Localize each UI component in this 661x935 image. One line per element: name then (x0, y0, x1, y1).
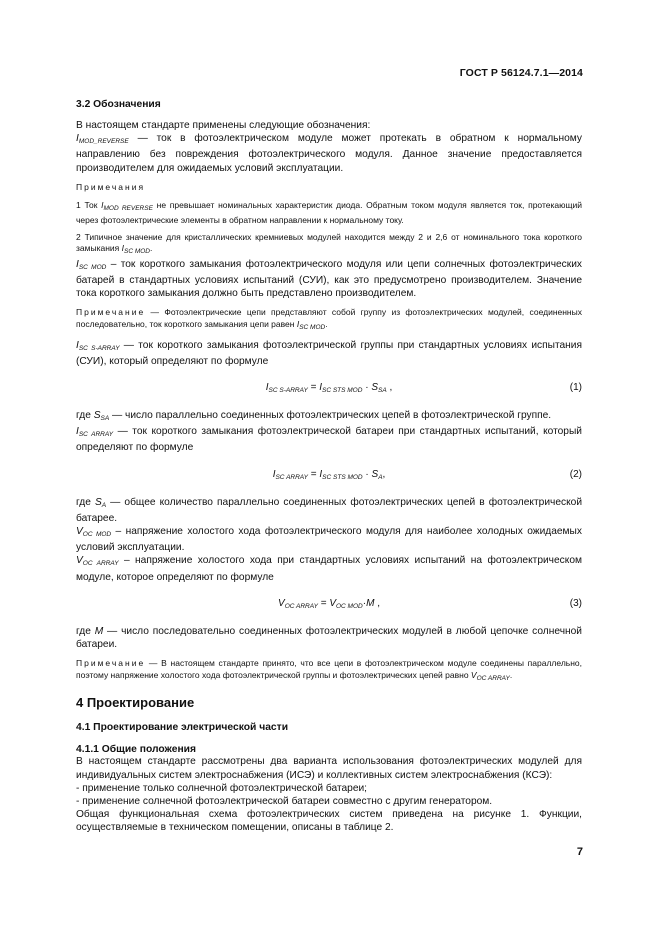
symbol: S (371, 468, 379, 480)
equation-formula (76, 469, 582, 481)
intro-paragraph: В настоящем стандарте применены следующие обозначения: (76, 120, 371, 131)
equation-formula (76, 382, 582, 394)
symbol: S (371, 381, 378, 393)
definition-i-mod-reverse (76, 132, 582, 175)
note-text: 1 Ток (76, 200, 102, 211)
symbol: V (329, 597, 336, 609)
equals-sign: = (307, 381, 320, 393)
document-id-header: ГОСТ Р 56124.7.1—2014 (459, 67, 583, 79)
section-heading-4: 4 Проектирование (76, 695, 195, 711)
symbol-subscript: OC ARRAY (82, 560, 119, 568)
symbol: I (272, 468, 276, 480)
list-item-2: - применение солнечной фотоэлектрической батареи совместно с другим генератором. (76, 796, 493, 808)
symbol-subscript: SC S-ARRAY (78, 344, 120, 352)
definition-text: — ток короткого замыкания фотоэлектрической группы при стандартных условиях испытания (СУИ), который определяют по формуле (76, 339, 582, 367)
symbol: I (101, 200, 104, 211)
symbol: S (93, 409, 101, 421)
where-1 (76, 409, 582, 425)
symbol: M (94, 625, 104, 637)
equation-2 (76, 469, 582, 483)
subsection-heading-4-1: 4.1 Проектирование электрической части (76, 722, 289, 734)
symbol-subscript: MOD REVERSE (103, 205, 153, 213)
symbol: I (76, 258, 79, 270)
symbol-subscript: SC STS MOD (321, 386, 363, 394)
equation-number: (2) (569, 468, 582, 480)
symbol-subscript: SC MOD (299, 323, 326, 331)
symbol-subscript: OC MOD (336, 602, 363, 610)
note-text: 2 Типичное значение для кристаллических кремниевых модулей находится между 2 и 2,6 от номинального тока короткого замыкания (76, 231, 582, 254)
symbol: I (265, 381, 269, 393)
equation-3 (76, 598, 582, 612)
list-item-1: - применение только солнечной фотоэлектрической батареи; (76, 782, 368, 794)
symbol-subscript: SA (100, 414, 110, 422)
symbol: I (76, 339, 79, 351)
where-text: — общее количество параллельно соединенных фотоэлектрических цепей в фотоэлектрической батарее. (76, 496, 583, 524)
section-heading-3-2: 3.2 Обозначения (76, 99, 161, 110)
note-4 (76, 658, 582, 684)
symbol-subscript: OC ARRAY (476, 674, 510, 682)
note-text: . (150, 243, 153, 254)
definition-text: – ток короткого замыкания фотоэлектрического модуля или цепи солнечных фотоэлектрических батарей в стандартных условиях испытаний (СУИ), как это предусмотрено производителем. Значение тока короткого замыкания должно быть представлено производителем. (76, 258, 583, 300)
note-text: — Фотоэлектрические цепи представляют собой группу из фотоэлектрических модулей, соединенных последовательно, ток короткого замыкания цепи равен (76, 307, 582, 329)
note-2 (76, 232, 582, 258)
where-text: где (76, 409, 94, 421)
equation-1 (76, 382, 582, 396)
symbol-subscript: SC MOD (124, 248, 150, 256)
equation-punctuation: , (386, 381, 393, 393)
equals-sign: = (317, 597, 330, 609)
symbol: V (470, 669, 477, 680)
equation-number: (1) (569, 381, 582, 393)
equals-sign: = (307, 468, 320, 480)
where-text: — число параллельно соединенных фотоэлектрических цепей в фотоэлектрической группе. (109, 409, 552, 421)
symbol: V (76, 555, 83, 567)
where-text: — число последовательно соединенных фотоэлектрических модулей в любой цепочке солнечной батареи. (76, 625, 582, 651)
symbol: V (76, 526, 83, 537)
symbol-subscript: SC ARRAY (275, 473, 308, 481)
symbol: I (76, 133, 79, 145)
symbol-subscript: SC S-ARRAY (268, 386, 308, 394)
definition-i-sc-array (76, 425, 582, 454)
note-label: Примечание (76, 307, 146, 318)
note-text: — В настоящем стандарте принято, что все цепи в фотоэлектрическом модуле соединены параллельно, поэтому напряжение холостого хода фотоэлектрической группы и фотоэлектрических цепей равно (76, 658, 582, 680)
symbol: I (76, 426, 79, 438)
symbol-subscript: SC STS MOD (322, 473, 363, 481)
symbol-subscript: OC MOD (82, 531, 112, 538)
definition-i-sc-mod (76, 258, 582, 301)
symbol-subscript: MOD_REVERSE (78, 138, 129, 146)
multiply-dot: · (362, 597, 367, 609)
equation-punctuation: , (374, 597, 380, 609)
where-2 (76, 496, 582, 525)
note-label: Примечание (76, 658, 146, 669)
page-body (76, 99, 582, 835)
note-1 (76, 200, 582, 226)
symbol: I (319, 468, 323, 480)
multiply-dot: · (362, 468, 372, 480)
symbol: S (94, 496, 102, 508)
symbol: I (319, 381, 322, 393)
definition-text: — ток в фотоэлектрическом модуле может протекать в обратном к нормальному направлению без повреждения фотоэлектрического модуля. Данное значение предоставляется производителем для ожидаемых условий эксплуатации. (76, 133, 582, 174)
where-text: где (76, 496, 95, 508)
definition-i-sc-s-array (76, 339, 582, 368)
where-text: где (76, 625, 95, 637)
paragraph-4-1-1-p1: В настоящем стандарте рассмотрены два варианта использования фотоэлектрических модулей для индивидуальных систем электроснабжения (ИСЭ) и коллективных систем электроснабжения (КСЭ): (76, 756, 582, 781)
symbol-subscript: A (101, 501, 107, 509)
note-3 (76, 307, 582, 333)
note-text: . (509, 669, 513, 680)
equation-formula (76, 598, 582, 610)
symbol: V (278, 597, 285, 609)
page-number: 7 (576, 846, 583, 858)
note-text: не превышает номинальных характеристик диода. Обратным током модуля является ток, протекающий через фотоэлектрические элементы в обратном направлении к нормальному току. (76, 200, 582, 225)
multiply-dot: · (362, 381, 372, 393)
definition-text: – напряжение холостого хода при стандартных условиях испытаний на фотоэлектрическом модуле, которое определяют по формуле (76, 555, 582, 583)
equation-punctuation: , (382, 468, 386, 480)
paragraph-4-1-1-p2: Общая функциональная схема фотоэлектрических систем приведена на рисунке 1. Функции, осуществляемые в техническом помещении, описаны в таблице 2. (76, 809, 582, 834)
symbol-subscript: A (378, 473, 383, 481)
subsection-heading-4-1-1: 4.1.1 Общие положения (76, 744, 196, 756)
definition-v-oc-array (76, 554, 582, 583)
equation-number: (3) (569, 597, 582, 609)
symbol-subscript: OC ARRAY (284, 602, 318, 610)
notes-label: Примечания (76, 181, 146, 192)
symbol-subscript: SC MOD (78, 263, 107, 271)
definition-v-oc-mod (76, 525, 582, 554)
definition-text: – напряжение холостого хода фотоэлектрического модуля для наиболее холодных ожидаемых условий эксплуатации. (76, 526, 582, 554)
symbol: M (366, 597, 375, 609)
symbol: I (296, 318, 300, 329)
symbol-subscript: SC ARRAY (78, 431, 114, 439)
definition-text: — ток короткого замыкания фотоэлектрической батареи при стандартных испытаний, который определяют по формуле (76, 426, 582, 454)
where-3 (76, 625, 582, 651)
symbol: I (121, 243, 124, 254)
symbol-subscript: SA (378, 386, 387, 394)
note-text: . (325, 318, 328, 329)
